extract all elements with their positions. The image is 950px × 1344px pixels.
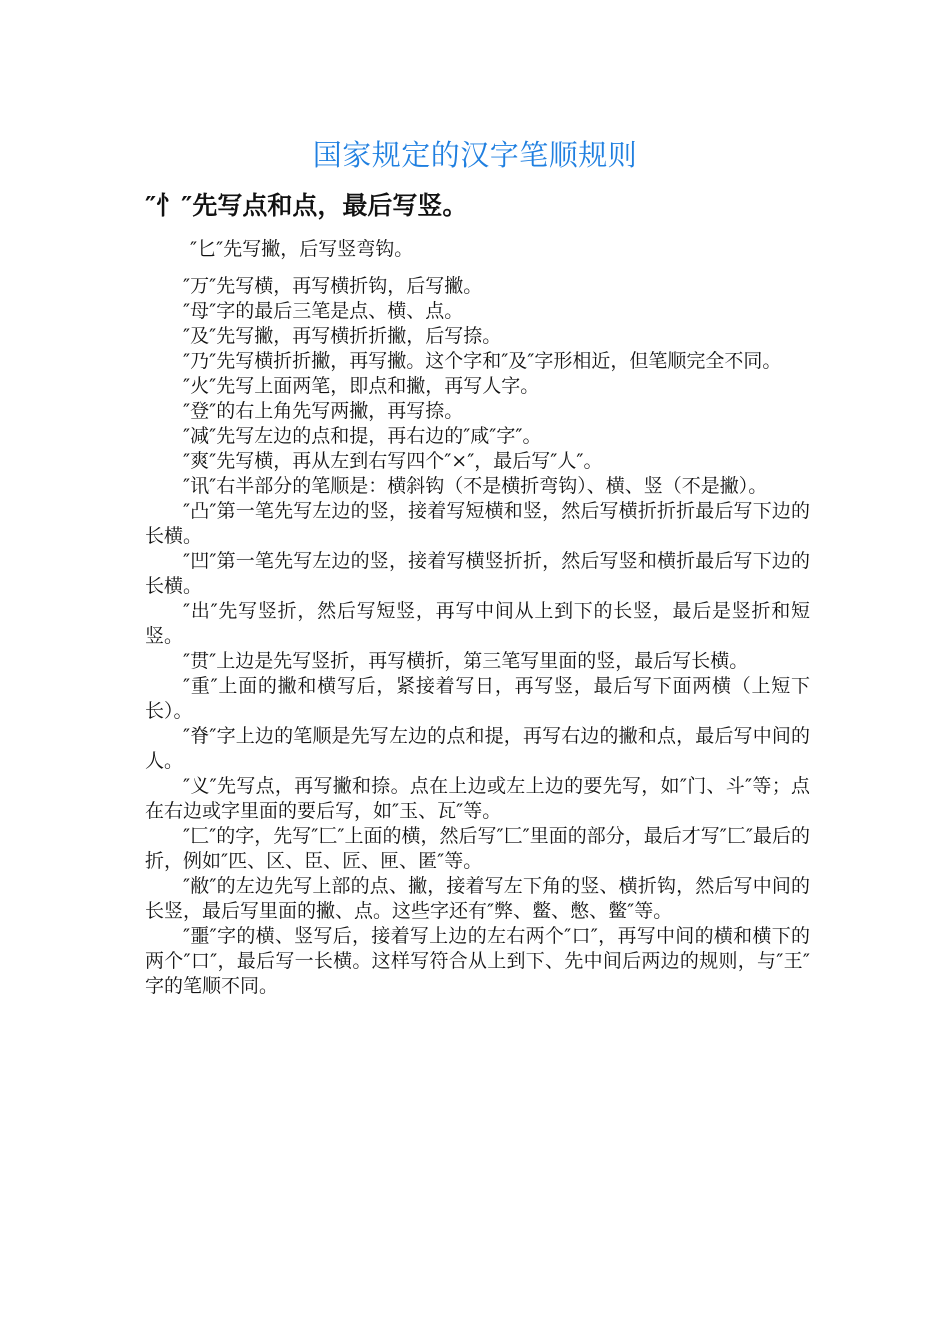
rule-paragraph: ″义″先写点，再写撇和捺。点在上边或左上边的要先写，如″门、斗″等；点在右边或字里面的要后写，如″玉、瓦″等。 xyxy=(145,775,810,822)
rule-paragraph: ″贯″上边是先写竖折，再写横折，第三笔写里面的竖，最后写长横。 xyxy=(183,650,749,672)
rule-paragraph: ″敝″的左边先写上部的点、撇，接着写左下角的竖、横折钩，然后写中间的长竖，最后写里面的撇、点。这些字还有″弊、鳖、憋、鳖″等。 xyxy=(145,875,810,922)
rule-paragraph: ″重″上面的撇和横写后，紧接着写日，再写竖，最后写下面两横（上短下长）。 xyxy=(145,675,810,722)
section-heading: ″忄″先写点和点，最后写竖。 xyxy=(145,191,468,220)
rule-paragraph: ″匚″的字，先写″匚″上面的横，然后写″匚″里面的部分，最后才写″匚″最后的折，例如″匹、区、臣、匠、匣、匿″等。 xyxy=(145,825,810,872)
rule-paragraph: ″及″先写撇，再写横折折撇，后写捺。 xyxy=(183,325,502,347)
page-title: 国家规定的汉字笔顺规则 xyxy=(312,138,638,172)
rule-paragraph: ″火″先写上面两笔，即点和撇，再写人字。 xyxy=(183,375,540,397)
rule-paragraph: ″乃″先写横折折撇，再写撇。这个字和″及″字形相近，但笔顺完全不同。 xyxy=(183,350,782,372)
rule-paragraph: ″凸″第一笔先写左边的竖，接着写短横和竖，然后写横折折折最后写下边的长横。 xyxy=(145,500,810,547)
rule-paragraph: ″讯″右半部分的笔顺是：横斜钩（不是横折弯钩）、横、竖（不是撇）。 xyxy=(183,475,768,497)
rule-paragraph: ″凹″第一笔先写左边的竖，接着写横竖折折，然后写竖和横折最后写下边的长横。 xyxy=(145,550,810,597)
lead-paragraph: ″匕″先写撇，后写竖弯钩。 xyxy=(190,238,414,260)
rules-body xyxy=(145,274,810,999)
rule-paragraph: ″减″先写左边的点和提，再右边的″咸″字″。 xyxy=(183,425,542,447)
rule-paragraph: ″爽″先写横，再从左到右写四个″×″，最后写″人″。 xyxy=(183,450,603,472)
rule-paragraph: ″脊″字上边的笔顺是先写左边的点和提，再写右边的撇和点，最后写中间的人。 xyxy=(145,725,810,772)
rule-paragraph: ″噩″字的横、竖写后，接着写上边的左右两个″口″，再写中间的横和横下的两个″口″，最后写一长横。这样写符合从上到下、先中间后两边的规则，与″王″字的笔顺不同。 xyxy=(145,925,810,997)
rule-paragraph: ″万″先写横，再写横折钩，后写撇。 xyxy=(183,275,483,297)
rule-paragraph: ″登″的右上角先写两撇，再写捺。 xyxy=(183,400,464,422)
rule-paragraph: ″出″先写竖折，然后写短竖，再写中间从上到下的长竖，最后是竖折和短竖。 xyxy=(145,600,810,647)
rule-paragraph: ″母″字的最后三笔是点、横、点。 xyxy=(183,300,464,322)
